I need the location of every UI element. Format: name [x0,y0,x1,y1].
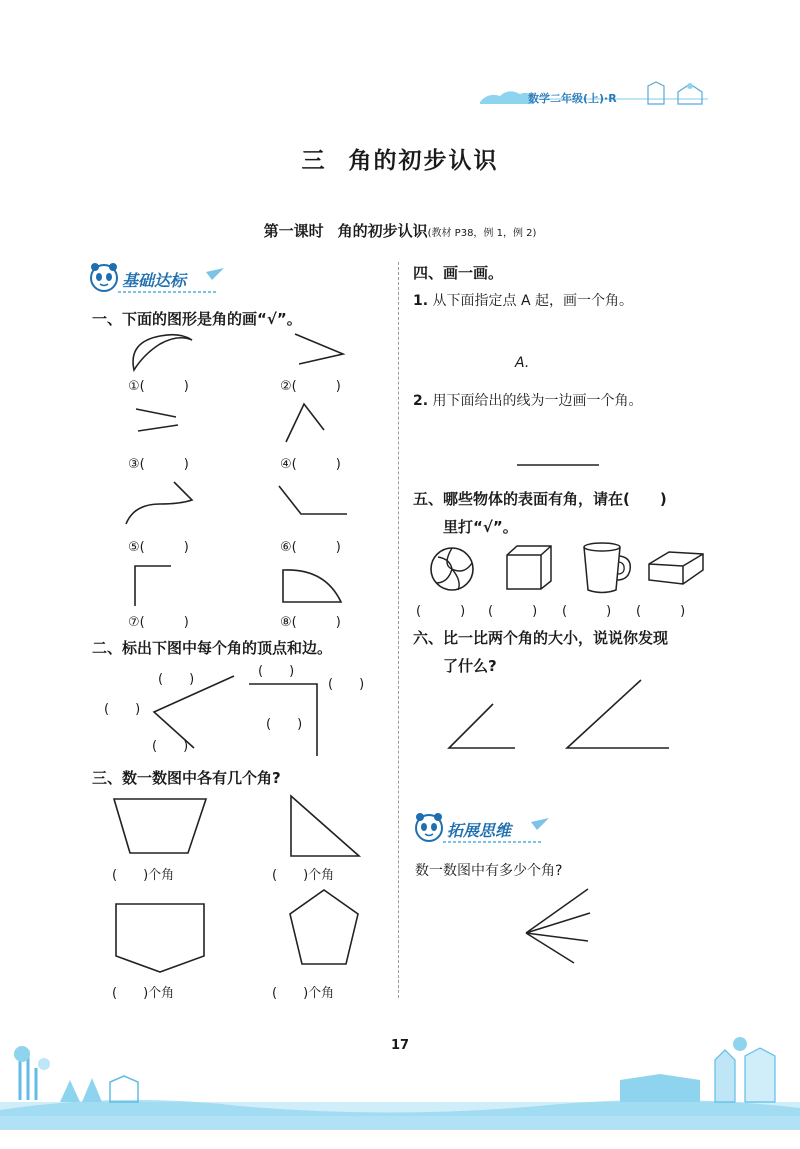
q2-blank-1[interactable]: ( ) [158,672,195,687]
eraser-box-icon [645,548,707,588]
page-number: 17 [390,1038,410,1053]
q1-figure-2-angle [285,330,355,370]
q1-figure-5-curved [120,478,200,528]
q2-title: 二、标出下图中每个角的顶点和边。 [92,639,333,657]
footer-decoration [0,1020,800,1149]
q1-title: 一、下面的图形是角的画“√”。 [92,310,302,328]
q6-small-angle [445,700,520,752]
q1-answer-8[interactable]: ⑧( ) [280,615,341,630]
q6-title-line-1: 六、比一比两个角的大小，说说你发现 [413,629,669,647]
q5-answer-ball[interactable]: ( ) [416,604,466,619]
q1-figure-1-curve [120,330,210,376]
q5-answer-cube[interactable]: ( ) [488,604,538,619]
lesson-period: 第一课时 [263,222,324,240]
q1-answer-1[interactable]: ①( ) [128,379,189,394]
q1-answer-7[interactable]: ⑦( ) [128,615,189,630]
lesson-title [0,220,800,241]
q4-item-2-text: 用下面给出的线为一边画一个角。 [432,393,643,409]
q2-blank-3[interactable]: ( ) [152,739,189,754]
q2-blank-6[interactable]: ( ) [266,717,303,732]
extension-ray-figure [522,885,594,965]
q4-item-1 [413,290,633,310]
q4-item-2-number: 2. [413,393,429,409]
q3-answer-4[interactable]: ( )个角 [272,986,335,1001]
q6-large-angle [563,678,673,752]
q3-answer-2[interactable]: ( )个角 [272,868,335,883]
mug-icon [580,540,634,596]
q5-title-line-1: 五、哪些物体的表面有角，请在( ) [413,490,667,508]
q1-figure-8-sector [275,562,355,606]
q3-answer-3[interactable]: ( )个角 [112,986,175,1001]
extension-question: 数一数图中有多少个角? [415,863,563,879]
q4-given-line [515,462,605,468]
q3-pentagon-notched [112,900,212,976]
point-a-label: A. [515,355,530,371]
q1-answer-5[interactable]: ⑤( ) [128,540,189,555]
book-label: 数学二年级(上)·R [528,92,617,105]
q1-figure-7-right-angle [125,560,185,610]
q2-blank-5[interactable]: ( ) [328,677,365,692]
q3-answer-1[interactable]: ( )个角 [112,868,175,883]
lesson-title-text: 角的初步认识 [337,222,428,240]
volleyball-icon [428,545,478,595]
q1-figure-4-angle [280,400,340,446]
q1-answer-3[interactable]: ③( ) [128,457,189,472]
q3-title: 三、数一数图中各有几个角? [92,769,281,787]
q1-answer-6[interactable]: ⑥( ) [280,540,341,555]
q5-title-line-2: 里打“√”。 [443,518,518,536]
q3-triangle [285,792,365,862]
q4-item-1-text: 从下面指定点 A 起，画一个角。 [432,293,633,309]
q1-answer-2[interactable]: ②( ) [280,379,341,394]
basic-banner-text: 基础达标 [122,271,187,290]
q1-figure-3-open-lines [130,405,190,435]
lesson-reference: (教材 P38，例 1，例 2) [427,228,537,239]
q4-item-2 [413,390,643,410]
q5-answer-mug[interactable]: ( ) [562,604,612,619]
column-divider [398,262,399,998]
q1-figure-6-angle [275,482,355,522]
extension-banner-text: 拓展思维 [447,821,512,840]
q2-blank-2[interactable]: ( ) [104,702,141,717]
q4-item-1-number: 1. [413,293,429,309]
cube-icon [503,543,555,593]
q3-pentagon [288,888,364,968]
q2-blank-4[interactable]: ( ) [258,664,295,679]
q5-answer-box[interactable]: ( ) [636,604,686,619]
q3-trapezoid [110,795,210,859]
chapter-number: 三 [301,148,327,174]
chapter-title [0,142,800,175]
chapter-title-text: 角的初步认识 [348,148,499,174]
q4-title: 四、画一画。 [413,264,504,282]
q1-answer-4[interactable]: ④( ) [280,457,341,472]
q6-title-line-2: 了什么? [443,657,497,675]
